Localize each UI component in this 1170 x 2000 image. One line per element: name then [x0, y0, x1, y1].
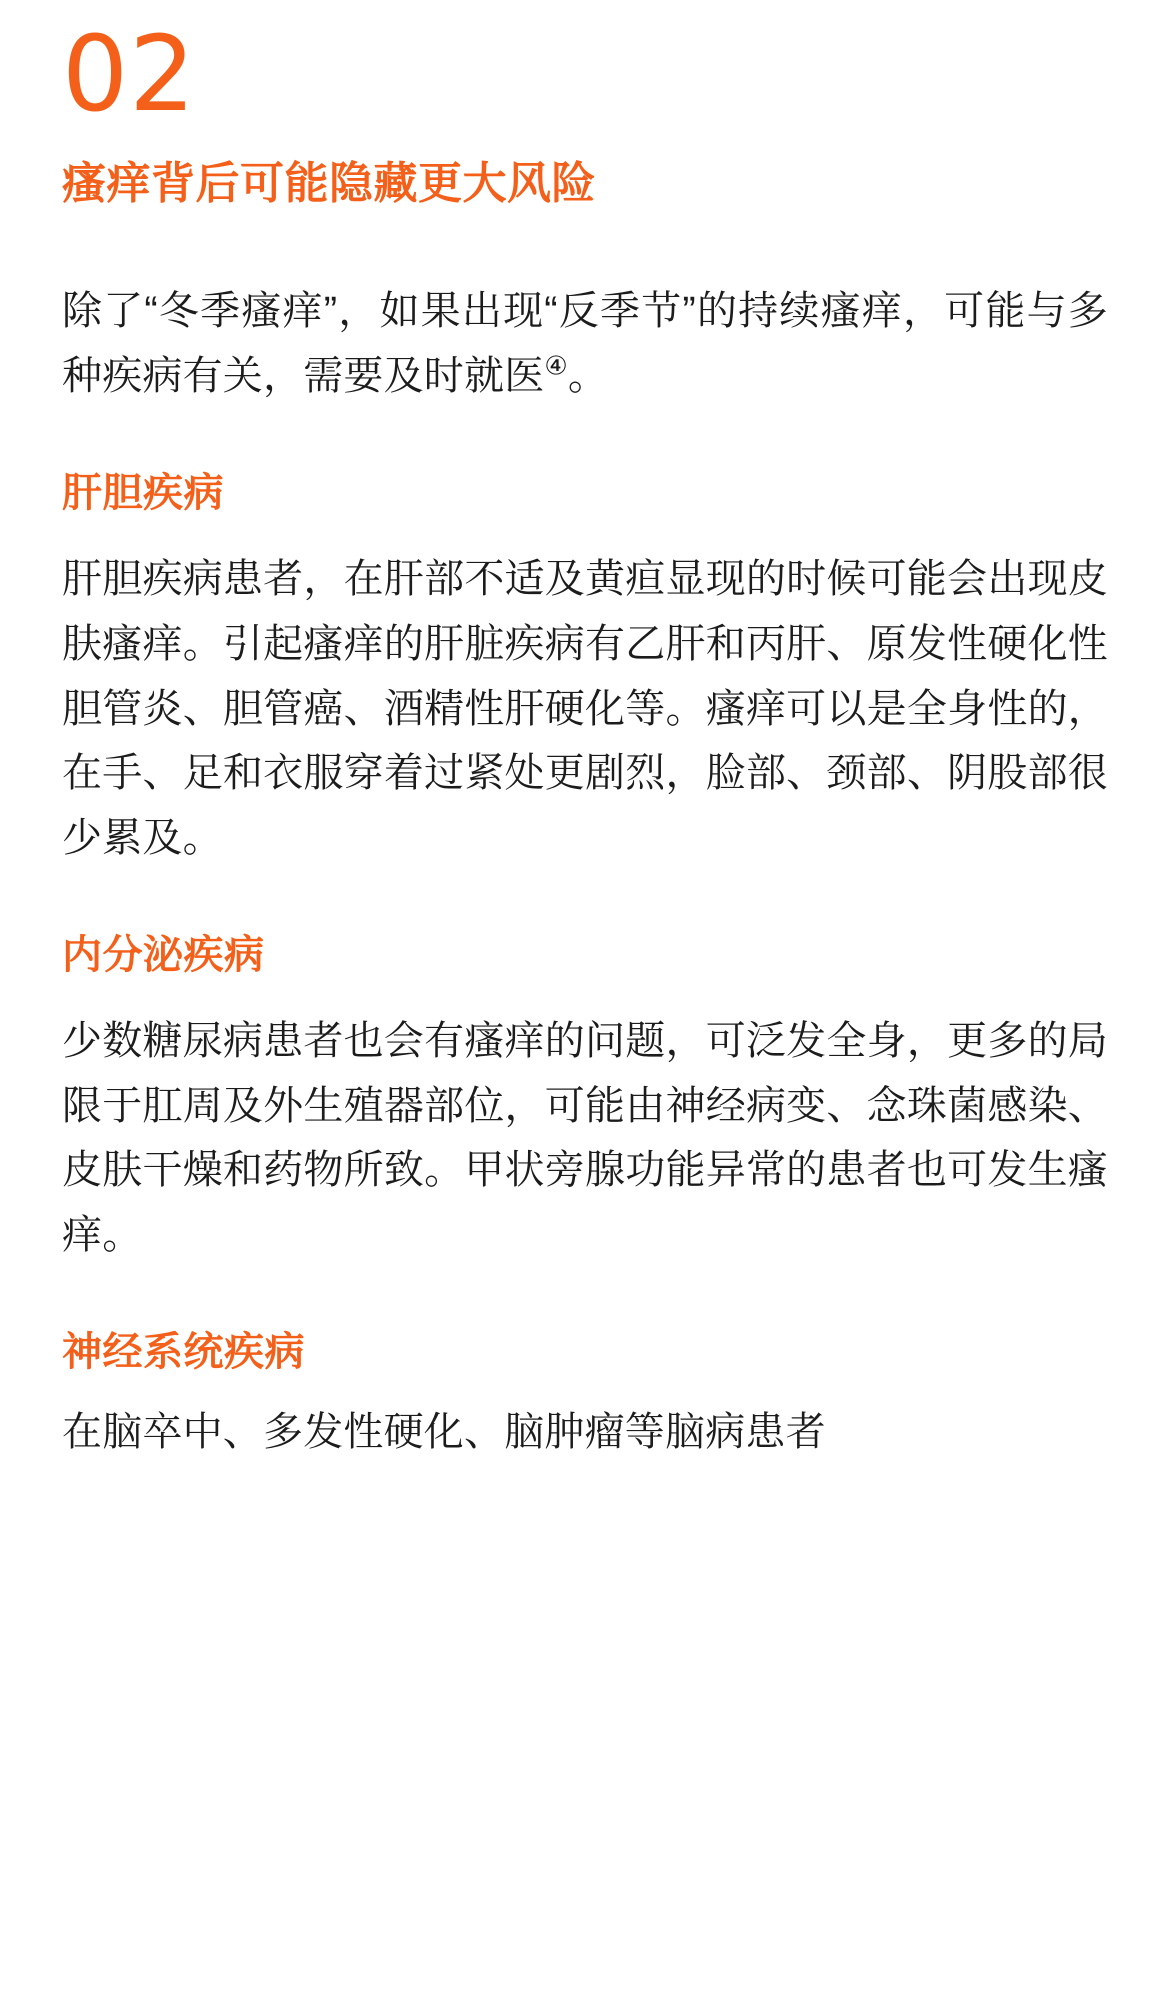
- subsection-heading-liver: 肝胆疾病: [62, 470, 224, 515]
- section-number: 02: [62, 13, 197, 135]
- section-title: 瘙痒背后可能隐藏更大风险: [62, 159, 596, 209]
- subsection-nervous: [62, 1326, 1108, 1465]
- subsection-heading-nervous: 神经系统疾病: [62, 1330, 305, 1375]
- intro-paragraph: [62, 279, 1108, 409]
- subsection-liver: [62, 467, 1108, 871]
- footnote-marker: ④: [544, 350, 568, 381]
- intro-paragraph-text: 除了“冬季瘙痒”，如果出现“反季节”的持续瘙痒，可能与多种疾病有关，需要及时就医: [62, 289, 1108, 399]
- subsection-text-liver: 肝胆疾病患者，在肝部不适及黄疸显现的时候可能会出现皮肤瘙痒。引起瘙痒的肝脏疾病有乙肝和丙肝、原发性硬化性胆管炎、胆管癌、酒精性肝硬化等。瘙痒可以是全身性的，在手、足和衣服穿着过紧处更剧烈，脸部、颈部、阴股部很少累及。: [62, 556, 1108, 861]
- subsection-text-nervous: 在脑卒中、多发性硬化、脑肿瘤等脑病患者: [62, 1410, 826, 1455]
- subsection-text-endocrine: 少数糖尿病患者也会有瘙痒的问题，可泛发全身，更多的局限于肛周及外生殖器部位，可能由神经病变、念珠菌感染、皮肤干燥和药物所致。甲状旁腺功能异常的患者也可发生瘙痒。: [62, 1018, 1108, 1258]
- subsection-heading-endocrine: 内分泌疾病: [62, 932, 265, 977]
- subsection-endocrine: [62, 929, 1108, 1268]
- intro-paragraph-end: 。: [567, 354, 609, 399]
